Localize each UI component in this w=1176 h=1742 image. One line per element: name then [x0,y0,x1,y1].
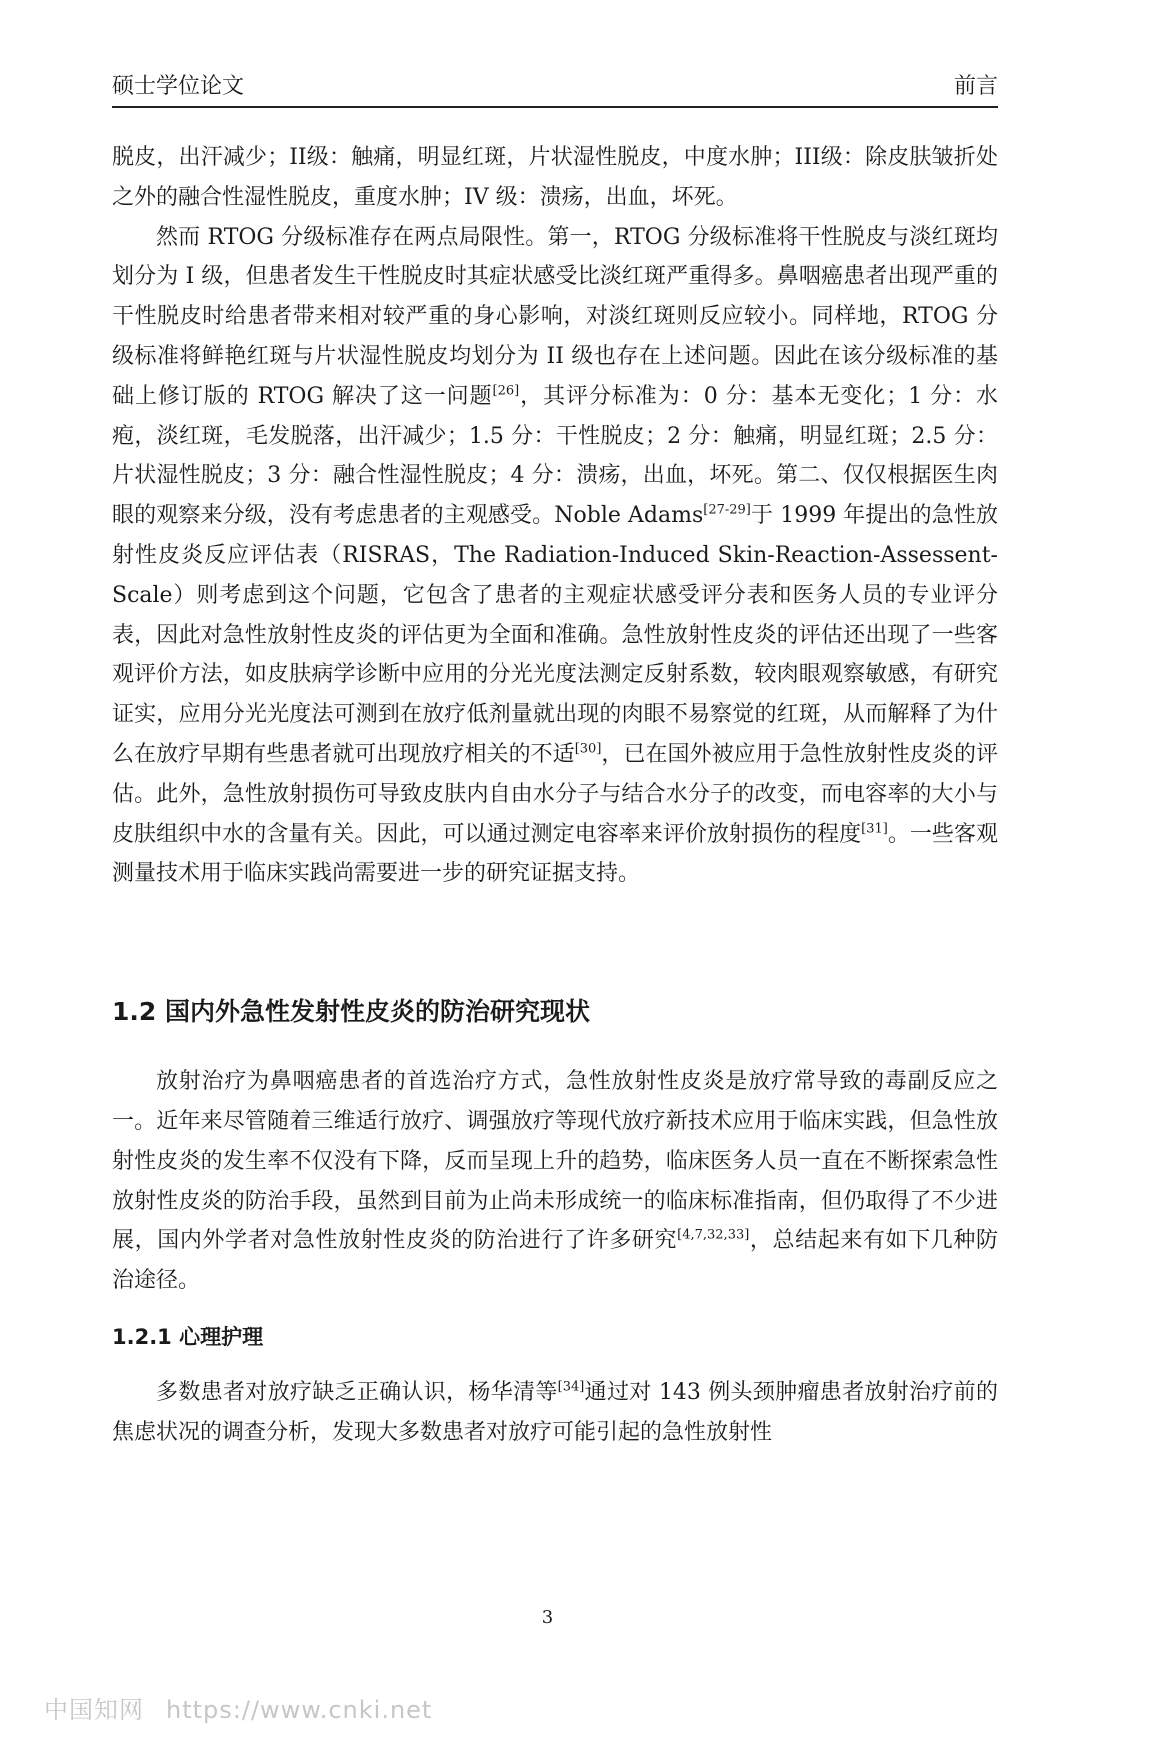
page-number: 3 [541,1607,554,1628]
watermark-url: https://www.cnki.net [166,1696,433,1724]
text-run: 放射治疗为鼻咽癌患者的首选治疗方式，急性放射性皮炎是放疗常导致的毒副反应之一。近年来尽管随着三维适行放疗、调强放疗等现代放疗新技术应用于临床实践，但急性放射性皮炎的发生率不仅没有下降，反而呈现上升的趋势，临床医务人员一直在不断探索急性放射性皮炎的防治手段，虽然到目前为止尚未形成统一的临床标准指南，但仍取得了不少进展，国内外学者对急性放射性皮炎的防治进行了许多研究 [112,1069,998,1254]
paragraph-psychological-care [112,1373,998,1453]
citation: [30] [574,741,602,757]
header-thesis-type: 硕士学位论文 [112,74,245,99]
citation: [4,7,32,33] [677,1228,750,1243]
citation: [34] [557,1379,585,1395]
citation: [26] [492,383,520,399]
body-text [112,138,998,1453]
text-run: 通过对 143 例头颈肿瘤患者放射治疗前的焦虑状况的调查分析，发现大多数患者对放疗可能引起的急性放射性 [112,1379,998,1445]
paragraph-prevention-overview [112,1062,998,1301]
paragraph-rtog-grades-continued: 脱皮，出汗减少；II级：触痛，明显红斑，片状湿性脱皮，中度水肿；III级：除皮肤皱折处之外的融合性湿性脱皮，重度水肿；IV 级：溃疡，出血，坏死。 [112,145,998,210]
text-run: ，其评分标准为：0 分：基本无变化；1 分：水疱，淡红斑，毛发脱落，出汗减少；1.5 分：干性脱皮；2 分：触痛，明显红斑；2.5 分：片状湿性脱皮；3 分：融合性湿性脱皮；4 分：溃疡，出血，坏死。第二、仅仅根据医生肉眼的观察来分级，没有考虑患者的主观感受。Noble Adams [112,383,999,529]
text-run: 然而 RTOG 分级标准存在两点局限性。第一，RTOG 分级标准将干性脱皮与淡红斑均划分为 I 级，但患者发生干性脱皮时其症状感受比淡红斑严重得多。鼻咽癌患者出现严重的干性脱皮时给患者带来相对较严重的身心影响，对淡红斑则反应较小。同样地，RTOG 分级标准将鲜艳红斑与片状湿性脱皮均划分为 II 级也存在上述问题。因此在该分级标准的基础上修订版的 RTOG 解决了这一问题 [112,224,998,409]
cnki-watermark [44,1690,432,1725]
section-spacer [112,1032,998,1062]
running-header [112,72,998,108]
citation: [27-29] [703,502,751,518]
section-spacer [112,1355,998,1373]
text-run: ，总结起来有如下几种防治途径。 [112,1228,998,1294]
section-spacer [112,894,998,992]
text-run: 。一些客观测量技术用于临床实践尚需要进一步的研究证据支持。 [112,821,998,887]
section-heading: 1.2 国内外急性发射性皮炎的防治研究现状 [112,997,590,1027]
text-run: 于 1999 年提出的急性放射性皮炎反应评估表（RISRAS，The Radiation-Induced Skin-Reaction-Assessent-Scale）则考虑到这个问题，它包含了患者的主观症状感受评分表和医务人员的专业评分表，因此对急性放射性皮炎的评估更为全面和准确。急性放射性皮炎的评估还出现了一些客观评价方法，如皮肤病学诊断中应用的分光光度法测定反射系数，较肉眼观察敏感，有研究证实，应用分光光度法可测到在放疗低剂量就出现的肉眼不易察觉的红斑，从而解释了为什么在放疗早期有些患者就可出现放疗相关的不适 [112,503,998,767]
citation: [31] [861,821,888,837]
header-chapter: 前言 [953,74,998,99]
section-spacer [112,1301,998,1319]
subsection-heading: 1.2.1 心理护理 [112,1324,264,1349]
paragraph-rtog-limitations [112,218,998,895]
text-run: 多数患者对放疗缺乏正确认识，杨华清等 [156,1379,558,1405]
text-run: ，已在国外被应用于急性放射性皮炎的评估。此外，急性放射损伤可导致皮肤内自由水分子与结合水分子的改变，而电容率的大小与皮肤组织中水的含量有关。因此，可以通过测定电容率来评价放射损伤的程度 [112,741,998,847]
watermark-brand: 中国知网 [44,1696,144,1724]
